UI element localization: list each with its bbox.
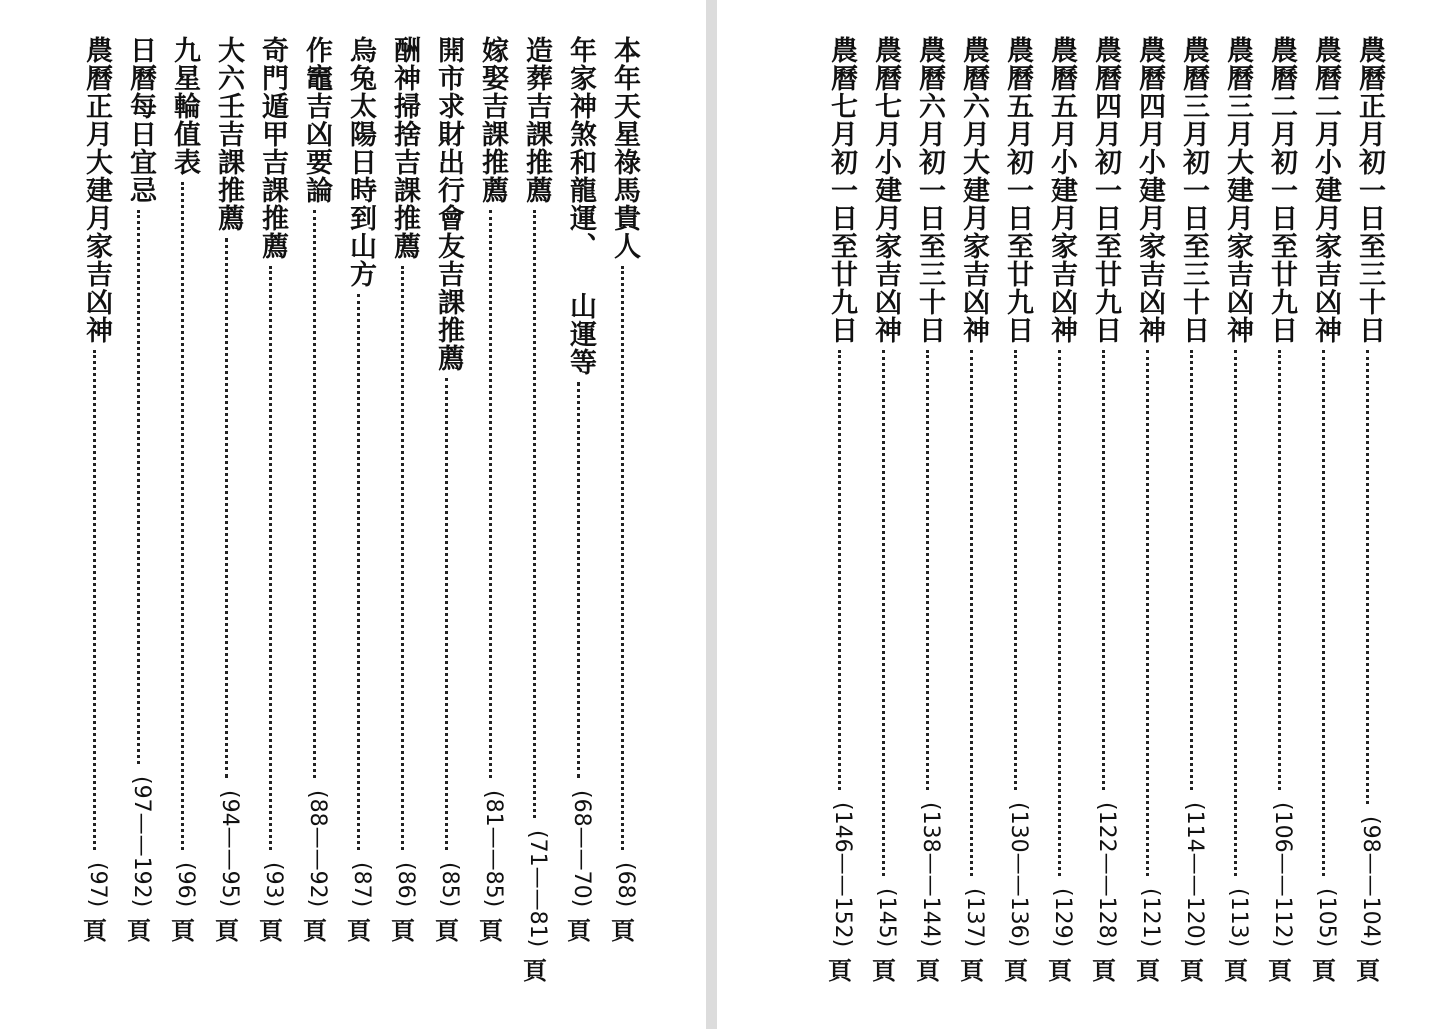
- toc-entry-title: 奇門遁甲吉課推薦: [257, 36, 288, 260]
- toc-entry-title: 農曆五月初一日至廿九日: [1002, 36, 1033, 344]
- toc-entry-page-char: 頁: [1312, 956, 1336, 985]
- leader-dots: [1234, 350, 1237, 876]
- toc-entry-title: 日曆每日宜忌: [125, 36, 156, 204]
- leader-dots: [1014, 350, 1017, 790]
- leader-dots: [1322, 350, 1325, 876]
- toc-entry-page-range: (81——85): [481, 790, 506, 908]
- toc-entry[interactable]: [1351, 36, 1385, 996]
- toc-entry-page-range: (94——95): [217, 790, 242, 908]
- leader-dots: [1190, 350, 1193, 790]
- toc-entry-title: 農曆三月大建月家吉凶神: [1222, 36, 1253, 344]
- leader-dots: [269, 266, 272, 850]
- toc-entry-page-range: (121): [1138, 888, 1163, 948]
- leader-dots: [1278, 350, 1281, 790]
- right-page: [717, 0, 1440, 1029]
- toc-entry-page-char: 頁: [523, 956, 547, 985]
- leader-dots: [489, 210, 492, 778]
- toc-entry-page-range: (97): [85, 862, 110, 908]
- toc-entry-page-range: (137): [962, 888, 987, 948]
- toc-entry[interactable]: [867, 36, 901, 996]
- toc-entry[interactable]: [430, 36, 464, 996]
- toc-entry[interactable]: [518, 36, 552, 996]
- toc-entry-page-char: 頁: [872, 956, 896, 985]
- toc-entry-page-range: (105): [1314, 888, 1339, 948]
- toc-entry-page-range: (106——112): [1270, 802, 1295, 948]
- toc-entry[interactable]: [386, 36, 420, 996]
- toc-entry-title: 本年天星祿馬貴人: [609, 36, 640, 260]
- toc-entry[interactable]: [999, 36, 1033, 996]
- toc-entry-title: 農曆七月初一日至廿九日: [826, 36, 857, 344]
- toc-entry-page-range: (114——120): [1182, 802, 1207, 948]
- leader-dots: [313, 210, 316, 778]
- toc-entry-title: 農曆三月初一日至三十日: [1178, 36, 1209, 344]
- toc-entry-page-range: (129): [1050, 888, 1075, 948]
- toc-entry[interactable]: [823, 36, 857, 996]
- toc-entry-page-char: 頁: [1136, 956, 1160, 985]
- toc-entry[interactable]: [166, 36, 200, 996]
- toc-entry-page-range: (71——81): [525, 830, 550, 948]
- leader-dots: [181, 182, 184, 850]
- toc-entry-title: 農曆四月小建月家吉凶神: [1134, 36, 1165, 344]
- toc-entry-page-range: (88——92): [305, 790, 330, 908]
- toc-entry-page-char: 頁: [1092, 956, 1116, 985]
- toc-entry-title: 嫁娶吉課推薦: [477, 36, 508, 204]
- toc-entry[interactable]: [298, 36, 332, 996]
- leader-dots: [926, 350, 929, 790]
- toc-entry-page-range: (86): [393, 862, 418, 908]
- toc-entry-page-char: 頁: [479, 916, 503, 945]
- toc-entry-title: 農曆四月初一日至廿九日: [1090, 36, 1121, 344]
- toc-entry[interactable]: [1175, 36, 1209, 996]
- leader-dots: [882, 350, 885, 876]
- leader-dots: [970, 350, 973, 876]
- toc-entry[interactable]: [342, 36, 376, 996]
- toc-entry-title: 作竈吉凶要論: [301, 36, 332, 204]
- toc-entry-title: 農曆七月小建月家吉凶神: [870, 36, 901, 344]
- toc-entry-page-char: 頁: [1180, 956, 1204, 985]
- leader-dots: [93, 350, 96, 850]
- toc-entry[interactable]: [911, 36, 945, 996]
- toc-entry-page-char: 頁: [828, 956, 852, 985]
- toc-entry-page-char: 頁: [567, 916, 591, 945]
- toc-entry[interactable]: [606, 36, 640, 996]
- leader-dots: [445, 378, 448, 850]
- toc-entry-page-char: 頁: [391, 916, 415, 945]
- toc-entry-page-range: (96): [173, 862, 198, 908]
- toc-entry-title: 造葬吉課推薦: [521, 36, 552, 204]
- toc-entry-title: 農曆正月大建月家吉凶神: [81, 36, 112, 344]
- toc-entry-page-range: (68): [613, 862, 638, 908]
- toc-entry-title: 農曆六月初一日至三十日: [914, 36, 945, 344]
- toc-entry-page-range: (98——104): [1358, 816, 1383, 948]
- toc-entry-page-char: 頁: [960, 956, 984, 985]
- toc-entry[interactable]: [1087, 36, 1121, 996]
- toc-entry-page-range: (68——70): [569, 790, 594, 908]
- toc-entry-title: 農曆二月初一日至廿九日: [1266, 36, 1297, 344]
- toc-entry-page-range: (122——128): [1094, 802, 1119, 948]
- toc-entry-title: 酬神掃捨吉課推薦: [389, 36, 420, 260]
- toc-entry-page-char: 頁: [83, 916, 107, 945]
- toc-entry-page-range: (97——192): [129, 776, 154, 908]
- toc-entry-page-char: 頁: [1224, 956, 1248, 985]
- toc-entry-page-range: (113): [1226, 888, 1251, 948]
- toc-entry-page-char: 頁: [611, 916, 635, 945]
- leader-dots: [401, 266, 404, 850]
- toc-entry-title: 農曆五月小建月家吉凶神: [1046, 36, 1077, 344]
- toc-entry-page-range: (138——144): [918, 802, 943, 948]
- leader-dots: [621, 266, 624, 850]
- toc-entry-title: 農曆六月大建月家吉凶神: [958, 36, 989, 344]
- toc-entry-title: 烏兔太陽日時到山方: [345, 36, 376, 288]
- leader-dots: [533, 210, 536, 818]
- book-gutter: [706, 0, 717, 1029]
- toc-entry-page-char: 頁: [435, 916, 459, 945]
- toc-entry-page-char: 頁: [1356, 956, 1380, 985]
- leader-dots: [577, 382, 580, 778]
- toc-entry-title: 開市求財出行會友吉課推薦: [433, 36, 464, 372]
- toc-entry[interactable]: [474, 36, 508, 996]
- toc-entry[interactable]: [1131, 36, 1165, 996]
- toc-entry[interactable]: [122, 36, 156, 996]
- toc-entry-title: 農曆二月小建月家吉凶神: [1310, 36, 1341, 344]
- leader-dots: [1058, 350, 1061, 876]
- toc-entry[interactable]: [955, 36, 989, 996]
- leader-dots: [357, 294, 360, 850]
- toc-entry[interactable]: [562, 36, 596, 996]
- toc-entry-page-char: 頁: [215, 916, 239, 945]
- toc-entry-title: 大六壬吉課推薦: [213, 36, 244, 232]
- left-page: [0, 0, 706, 1029]
- toc-entry-page-range: (93): [261, 862, 286, 908]
- toc-entry-page-char: 頁: [303, 916, 327, 945]
- leader-dots: [1146, 350, 1149, 876]
- toc-entry-page-range: (146——152): [830, 802, 855, 948]
- toc-entry-title: 農曆正月初一日至三十日: [1354, 36, 1385, 344]
- toc-entry-page-char: 頁: [1048, 956, 1072, 985]
- toc-entry[interactable]: [1219, 36, 1253, 996]
- toc-entry[interactable]: [78, 36, 112, 996]
- toc-entry-title: 九星輪值表: [169, 36, 200, 176]
- toc-entry[interactable]: [254, 36, 288, 996]
- leader-dots: [137, 210, 140, 764]
- toc-entry-page-range: (145): [874, 888, 899, 948]
- leader-dots: [838, 350, 841, 790]
- toc-entry[interactable]: [1043, 36, 1077, 996]
- toc-entry[interactable]: [1307, 36, 1341, 996]
- toc-entry-page-char: 頁: [259, 916, 283, 945]
- leader-dots: [1366, 350, 1369, 804]
- toc-entry-page-char: 頁: [1004, 956, 1028, 985]
- toc-entry-page-range: (85): [437, 862, 462, 908]
- toc-entry-title: 年家神煞和龍運、 山運等: [565, 36, 596, 376]
- toc-entry-page-char: 頁: [916, 956, 940, 985]
- toc-entry[interactable]: [1263, 36, 1297, 996]
- toc-entry-page-range: (87): [349, 862, 374, 908]
- toc-entry-page-char: 頁: [171, 916, 195, 945]
- leader-dots: [1102, 350, 1105, 790]
- toc-entry[interactable]: [210, 36, 244, 996]
- leader-dots: [225, 238, 228, 778]
- toc-entry-page-char: 頁: [127, 916, 151, 945]
- toc-entry-page-range: (130——136): [1006, 802, 1031, 948]
- toc-entry-page-char: 頁: [347, 916, 371, 945]
- toc-entry-page-char: 頁: [1268, 956, 1292, 985]
